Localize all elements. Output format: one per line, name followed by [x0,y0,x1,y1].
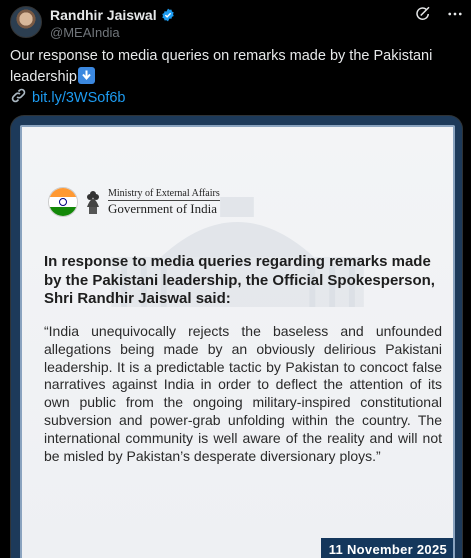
press-statement-card [20,125,455,558]
tweet-text-body: Our response to media queries on remarks made by the Pakistani leadership [10,48,433,85]
tweet-media-image[interactable] [10,115,463,558]
ministry-logo-block [48,187,220,217]
india-flag-icon [48,187,78,217]
tweet-link[interactable]: bit.ly/3WSof6b [32,89,126,106]
ministry-name-line1: Ministry of External Affairs [108,188,220,199]
author-handle[interactable]: @MEAIndia [50,25,120,40]
link-icon [10,87,27,108]
tweet-text [10,46,450,88]
header-actions [413,4,465,24]
avatar[interactable] [10,6,42,38]
statement-quote: “India unequivocally rejects the baseless and unfounded allegations being made by an obviously delirious Pakistani leadership. It is a predictable tactic by Pakistan to concoct false narratives against India in order to deflect the attention of its own public from the ongoing military-inspired constitutional subversion and power-grab unfolding within the country. The international community is well aware of the reality and will not be misled by Pakistan’s desperate diversionary ploys.” [44,323,442,464]
ministry-name [108,188,220,216]
grok-icon[interactable] [413,4,433,24]
tweet-link-row [10,87,126,108]
down-arrow-emoji-icon [78,67,95,84]
author-name-row[interactable] [50,7,175,23]
date-badge: 11 November 2025 [321,538,453,558]
ministry-name-line2: Government of India [108,200,220,216]
more-options-icon[interactable] [445,4,465,24]
verified-badge-icon [161,8,175,22]
national-emblem-icon [84,187,102,217]
tweet-header [10,4,465,42]
statement-heading: In response to media queries regarding remarks made by the Pakistani leadership, the Official Spokesperson, Shri Randhir Jaiswal said: [44,253,435,307]
author-display-name[interactable]: Randhir Jaiswal [50,7,157,23]
